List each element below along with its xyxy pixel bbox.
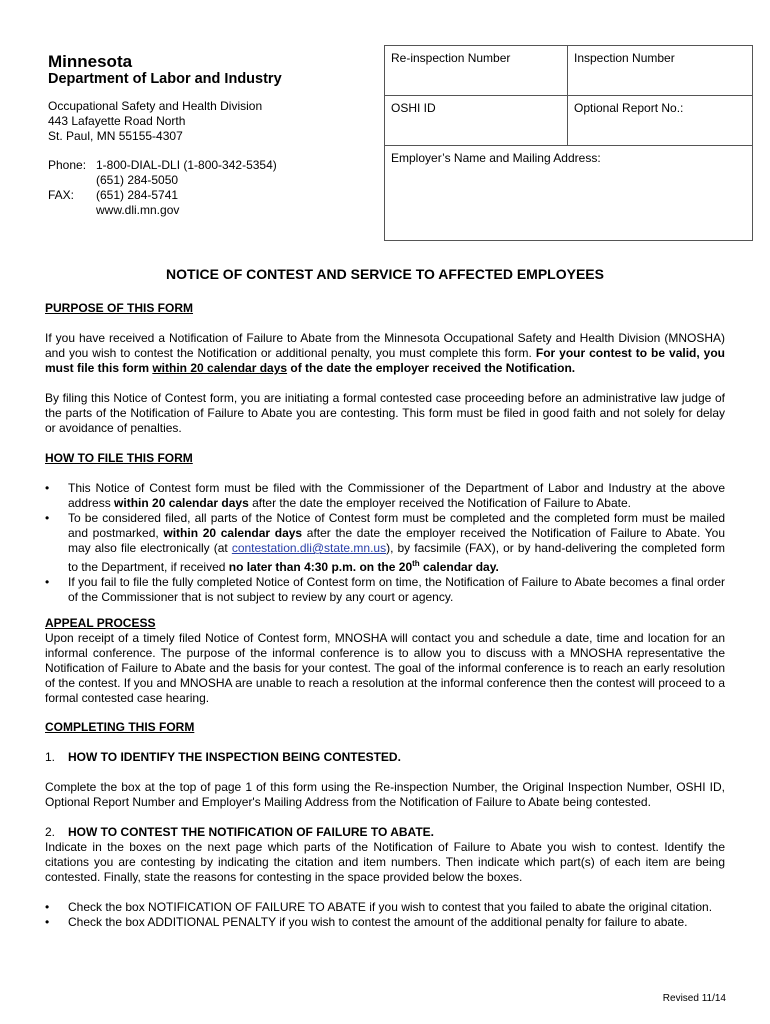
- list-item: • If you fail to file the fully completed Notice of Contest form on time, the Notification of Failure to Abate becomes a final order of the Commissioner that is not subject to review by any court or agency.: [45, 575, 725, 604]
- step-2-heading: 2. HOW TO CONTEST THE NOTIFICATION OF FAILURE TO ABATE.: [45, 825, 434, 839]
- reinspection-number-label: Re-inspection Number: [391, 51, 511, 65]
- division: Occupational Safety and Health Division: [48, 99, 263, 113]
- purpose-heading: PURPOSE OF THIS FORM: [45, 301, 194, 315]
- phone-2: (651) 284-5050: [96, 173, 179, 187]
- phone-1: 1-800-DIAL-DLI (1-800-342-5354): [96, 158, 277, 172]
- appeal-text: Upon receipt of a timely filed Notice of Contest form, MNOSHA will contact you and schedule a date, time and location for an informal conference. The purpose of the informal conference is to allow you to discuss with a MNOSHA representative the Notification of Failure to Abate and the basis for your contest. The goal of the informal conference is to reach an early resolution of the contest. If you and MNOSHA are unable to reach a resolution at the informal conference then the contest will proceed to a formal contested case hearing.: [45, 631, 725, 705]
- list-item: • Check the box NOTIFICATION OF FAILURE TO ABATE if you wish to contest that you failed to abate the original citation.: [45, 900, 713, 914]
- phone-label: Phone:: [48, 158, 87, 172]
- page-title: NOTICE OF CONTEST AND SERVICE TO AFFECTED EMPLOYEES: [166, 266, 604, 282]
- howto-heading: HOW TO FILE THIS FORM: [45, 451, 193, 465]
- howto-list: [45, 481, 725, 605]
- fax-number: (651) 284-5741: [96, 188, 179, 202]
- optional-report-field[interactable]: [568, 96, 753, 146]
- check-list: [45, 900, 725, 930]
- department-name: Department of Labor and Industry: [48, 71, 282, 87]
- inspection-number-label: Inspection Number: [574, 51, 675, 65]
- reinspection-number-field[interactable]: [385, 46, 568, 96]
- inspection-number-field[interactable]: [568, 46, 753, 96]
- street: 443 Lafayette Road North: [48, 114, 186, 128]
- employer-address-field[interactable]: [385, 146, 753, 241]
- optional-report-label: Optional Report No.:: [574, 101, 684, 115]
- oshi-id-label: OSHI ID: [391, 101, 436, 115]
- step-2-text: Indicate in the boxes on the next page which parts of the Notification of Failure to Abate you wish to contest. Identify the citations you are contesting by indicating the citation and item numbers. Then indicate which part(s) of each item are being contested. Finally, state the reasons for contesting in the space provided below the boxes.: [45, 840, 725, 884]
- revision-date: Revised 11/14: [662, 993, 726, 1004]
- completing-heading: COMPLETING THIS FORM: [45, 720, 195, 734]
- org-name: Minnesota: [48, 52, 133, 71]
- oshi-id-field[interactable]: [385, 96, 568, 146]
- city: St. Paul, MN 55155-4307: [48, 129, 183, 143]
- address-block: [48, 99, 262, 144]
- list-item: • Check the box ADDITIONAL PENALTY if you wish to contest the amount of the additional penalty for failure to abate.: [45, 915, 688, 929]
- employer-address-label: Employer’s Name and Mailing Address:: [391, 151, 601, 165]
- fax-label: FAX:: [48, 188, 75, 202]
- list-item: • This Notice of Contest form must be filed with the Commissioner of the Department of Labor and Industry at the above address within 20 calendar days after the date the employer received the Notification of Failure to Abate.: [45, 481, 725, 510]
- step-1-heading: 1. HOW TO IDENTIFY THE INSPECTION BEING CONTESTED.: [45, 750, 401, 764]
- purpose-paragraph-1: If you have received a Notification of Failure to Abate from the Minnesota Occupational Safety and Health Division (MNOSHA) and you wish to contest the Notification or additional penalty, you must complete this form. For your contest to be valid, you must file this form within 20 calendar days of the date the employer received the Notification.: [45, 331, 726, 375]
- list-item: • To be considered filed, all parts of the Notice of Contest form must be completed and the completed form must be mailed and postmarked, within 20 calendar days after the date the employer received the Notification of Failure to Abate. You may also file electronically (at contestation.dli@state.mn.us), by facsimile (FAX), or by hand-delivering the completed form to the Department, if received no later than 4:30 p.m. on the 20th calendar day.: [45, 511, 726, 574]
- contact-block: [48, 158, 277, 218]
- website[interactable]: www.dli.mn.gov: [96, 203, 180, 217]
- appeal-heading: APPEAL PROCESS: [45, 616, 156, 630]
- inspection-info-box: [384, 45, 753, 241]
- step-1-text: Complete the box at the top of page 1 of this form using the Re-inspection Number, the Original Inspection Number, OSHI ID, Optional Report Number and Employer's Mailing Address from the Notification of Failure to Abate being contested.: [45, 780, 725, 809]
- email-link[interactable]: contestation.dli@state.mn.us: [231, 541, 387, 555]
- purpose-paragraph-2: By filing this Notice of Contest form, you are initiating a formal contested case proceeding before an administrative law judge of the parts of the Notification of Failure to Abate you are contesting. This form must be filed in good faith and not solely for delay or avoidance of penalties.: [45, 391, 725, 435]
